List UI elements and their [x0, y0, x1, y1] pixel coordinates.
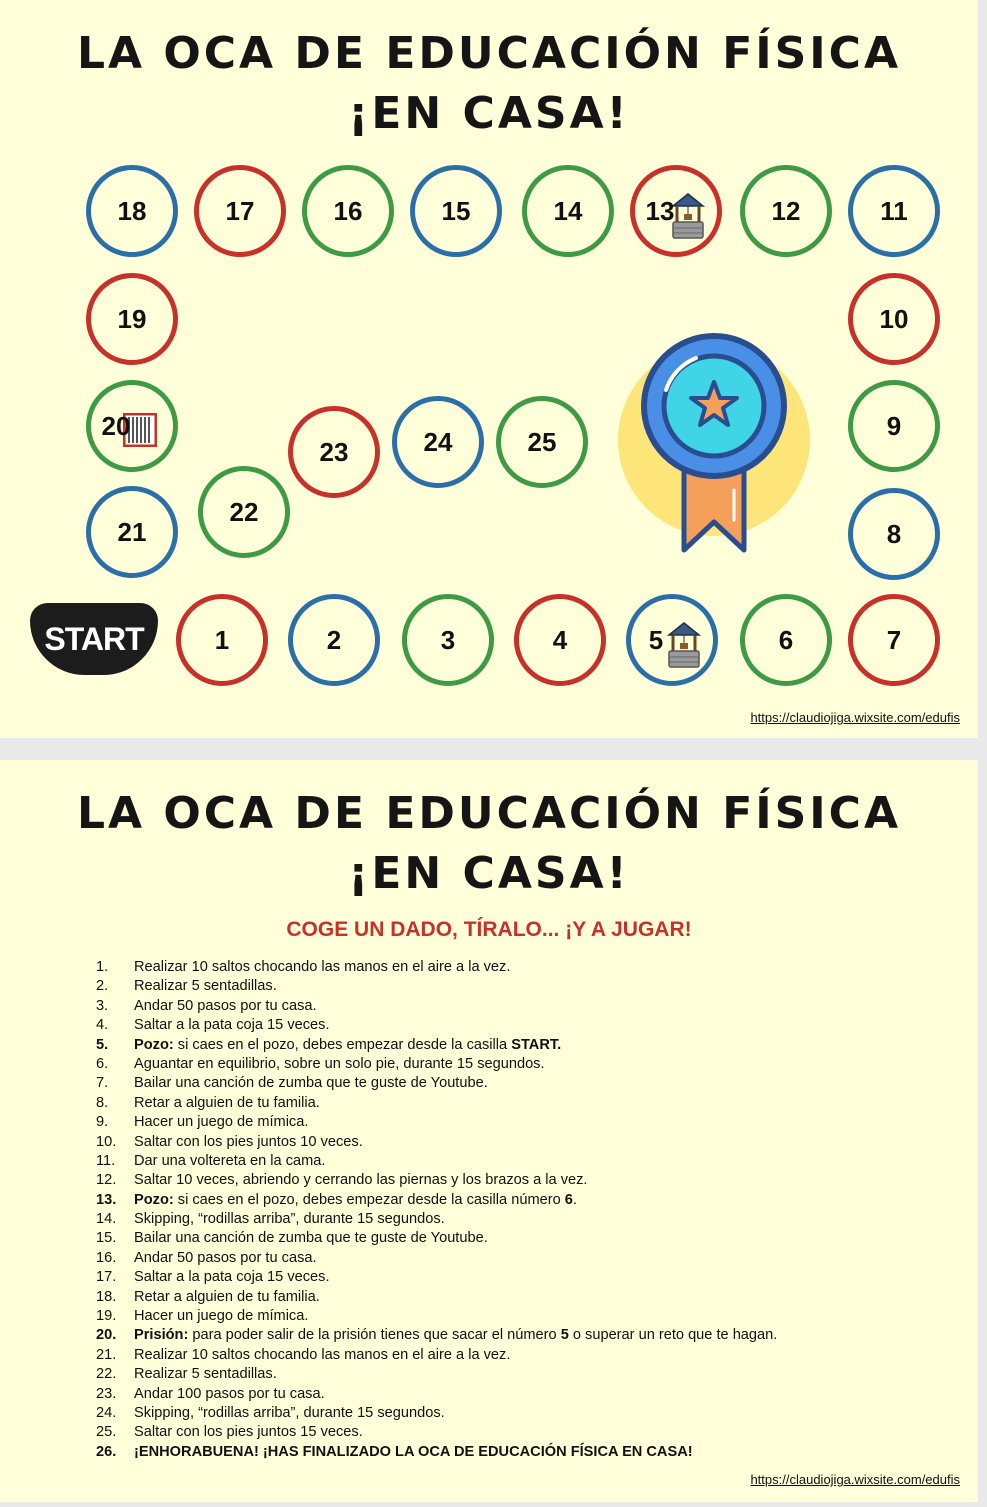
rule-number: 21.: [96, 1346, 117, 1363]
cell-number: 21: [117, 516, 147, 547]
medal-icon: [616, 330, 812, 558]
rule-number: 5.: [96, 1036, 109, 1053]
board-cell-14: [522, 165, 614, 257]
rule-number: 23.: [96, 1385, 117, 1402]
board-cell-21: [86, 486, 178, 578]
rule-item-9: [96, 1113, 777, 1132]
rule-text: Bailar una canción de zumba que te guste de Youtube.: [134, 1075, 488, 1092]
board-cell-17: [194, 165, 286, 257]
rule-number: 24.: [96, 1404, 117, 1421]
rule-item-3: [96, 997, 777, 1016]
cell-number: 2: [326, 624, 342, 655]
rule-text: Retar a alguien de tu familia.: [134, 1094, 320, 1111]
rule-number: 8.: [96, 1094, 109, 1111]
rule-number: 6.: [96, 1055, 109, 1072]
board-title-line1: LA OCA DE EDUCACIÓN FÍSICA: [76, 28, 902, 79]
rule-number: 7.: [96, 1075, 109, 1092]
website-link[interactable]: https://claudiojiga.wixsite.com/edufis: [750, 710, 960, 725]
board-cell-24: [392, 396, 484, 488]
cell-number: 12: [771, 195, 801, 226]
rule-text: Saltar 10 veces, abriendo y cerrando las piernas y los brazos a la vez.: [134, 1172, 588, 1189]
rule-keyword: ¡ENHORABUENA! ¡HAS FINALIZADO LA OCA DE EDUCACIÓN FÍSICA EN CASA!: [134, 1443, 693, 1460]
rule-text: Hacer un juego de mímica.: [134, 1308, 309, 1325]
rules-list: [96, 958, 777, 1462]
rule-text: Aguantar en equilibrio, sobre un solo pie, durante 15 segundos.: [134, 1055, 545, 1072]
rule-text: Hacer un juego de mímica.: [134, 1114, 309, 1131]
rule-item-15: [96, 1229, 777, 1248]
rule-number: 9.: [96, 1114, 109, 1131]
rule-text: Skipping, “rodillas arriba”, durante 15 segundos.: [134, 1404, 445, 1421]
rule-text: Realizar 5 sentadillas.: [134, 978, 277, 995]
rule-text: Realizar 5 sentadillas.: [134, 1366, 277, 1383]
rule-item-20: [96, 1326, 777, 1345]
rule-number: 20.: [96, 1327, 117, 1344]
rule-item-14: [96, 1210, 777, 1229]
game-board-slide: [0, 0, 978, 738]
rule-number: 22.: [96, 1366, 117, 1383]
website-link-2[interactable]: https://claudiojiga.wixsite.com/edufis: [750, 1472, 960, 1487]
board-cell-5: [626, 594, 718, 686]
rule-text: Andar 50 pasos por tu casa.: [134, 1249, 317, 1266]
rule-number: 11.: [96, 1152, 116, 1169]
rule-item-11: [96, 1152, 777, 1171]
board-cell-4: [514, 594, 606, 686]
board-cell-19: [86, 273, 178, 365]
board-cell-13: [630, 165, 722, 257]
cell-number: 4: [552, 624, 568, 655]
rule-number: 14.: [96, 1211, 117, 1228]
rule-keyword: Pozo:: [134, 1036, 174, 1053]
rule-item-23: [96, 1385, 777, 1404]
rule-item-24: [96, 1404, 777, 1423]
rule-keyword: Pozo:: [134, 1191, 174, 1208]
cell-number: 9: [886, 410, 902, 441]
board-cell-3: [402, 594, 494, 686]
cell-number: 15: [441, 195, 471, 226]
cell-number: 25: [527, 426, 557, 457]
rule-item-6: [96, 1055, 777, 1074]
rule-text-end: .: [572, 1191, 577, 1208]
cell-number: 8: [886, 518, 902, 549]
cell-number: 5: [648, 624, 664, 655]
board-cell-8: [848, 488, 940, 580]
board-cell-9: [848, 380, 940, 472]
rule-item-21: [96, 1346, 777, 1365]
rule-text: Dar una voltereta en la cama.: [134, 1152, 326, 1169]
rule-keyword: Prisión:: [134, 1327, 189, 1344]
rules-subtitle: COGE UN DADO, TÍRALO... ¡Y A JUGAR!: [286, 918, 692, 941]
rule-text: Saltar con los pies juntos 10 veces.: [134, 1133, 363, 1150]
rule-number: 3.: [96, 997, 109, 1014]
rule-number: 16.: [96, 1249, 117, 1266]
cell-number: 24: [423, 426, 453, 457]
rule-item-16: [96, 1249, 777, 1268]
rule-item-7: [96, 1074, 777, 1093]
start-button[interactable]: START: [30, 603, 158, 675]
rule-number: 4.: [96, 1017, 109, 1034]
cell-number: 10: [879, 303, 909, 334]
board-cell-18: [86, 165, 178, 257]
rule-item-1: [96, 958, 777, 977]
cell-number: 3: [440, 624, 456, 655]
rule-number: 1.: [96, 959, 109, 975]
rule-number: 13.: [96, 1191, 117, 1208]
rule-text: Andar 100 pasos por tu casa.: [134, 1385, 325, 1402]
rule-item-26: [96, 1443, 777, 1462]
board-cell-22: [198, 466, 290, 558]
rule-text: Retar a alguien de tu familia.: [134, 1288, 320, 1305]
rule-number: 17.: [96, 1269, 117, 1286]
rule-item-25: [96, 1423, 777, 1442]
well-icon: [669, 192, 707, 240]
rule-highlight: START.: [511, 1036, 562, 1053]
board-title-line2: ¡EN CASA!: [348, 88, 630, 139]
board-cell-20: [86, 380, 178, 472]
cell-number: 17: [225, 195, 255, 226]
rule-text: si caes en el pozo, debes empezar desde la casilla número: [173, 1191, 565, 1208]
rule-item-10: [96, 1133, 777, 1152]
cell-number: 13: [645, 195, 675, 226]
rules-title-line2: ¡EN CASA!: [348, 848, 630, 899]
board-cell-7: [848, 594, 940, 686]
rule-text: Bailar una canción de zumba que te guste de Youtube.: [134, 1230, 488, 1247]
cell-number: 20: [101, 410, 131, 441]
cell-number: 14: [553, 195, 583, 226]
rule-item-22: [96, 1365, 777, 1384]
rule-item-4: [96, 1016, 777, 1035]
rule-number: 25.: [96, 1424, 117, 1441]
rule-item-13: [96, 1191, 777, 1210]
rule-text: para poder salir de la prisión tienes que sacar el número: [188, 1327, 561, 1344]
cell-number: 23: [319, 436, 349, 467]
board-cell-15: [410, 165, 502, 257]
rule-number: 18.: [96, 1288, 117, 1305]
rule-number: 2.: [96, 978, 109, 995]
cell-number: 7: [886, 624, 902, 655]
board-cell-1: [176, 594, 268, 686]
rule-item-8: [96, 1094, 777, 1113]
board-cell-10: [848, 273, 940, 365]
rule-text: Realizar 10 saltos chocando las manos en el aire a la vez.: [134, 959, 511, 975]
rule-number: 10.: [96, 1133, 117, 1150]
board-cell-6: [740, 594, 832, 686]
board-cell-11: [848, 165, 940, 257]
rule-text: si caes en el pozo, debes empezar desde la casilla: [173, 1036, 512, 1053]
board-cell-23: [288, 406, 380, 498]
rule-text: Saltar con los pies juntos 15 veces.: [134, 1424, 363, 1441]
cell-number: 16: [333, 195, 363, 226]
board-cell-25: [496, 396, 588, 488]
rule-highlight: 5: [560, 1327, 569, 1344]
rule-item-12: [96, 1171, 777, 1190]
board-cell-16: [302, 165, 394, 257]
rule-number: 15.: [96, 1230, 117, 1247]
cell-number: 11: [880, 195, 908, 226]
rule-item-17: [96, 1268, 777, 1287]
well-icon: [665, 621, 703, 669]
rule-number: 12.: [96, 1172, 117, 1189]
cell-number: 1: [214, 624, 230, 655]
cell-number: 19: [117, 303, 147, 334]
rules-title-line1: LA OCA DE EDUCACIÓN FÍSICA: [76, 788, 902, 839]
board-cell-2: [288, 594, 380, 686]
rule-number: 26.: [96, 1443, 117, 1460]
rule-text: Saltar a la pata coja 15 veces.: [134, 1017, 330, 1034]
rule-highlight: 6: [564, 1191, 573, 1208]
cell-number: 18: [117, 195, 147, 226]
board-cell-12: [740, 165, 832, 257]
rule-number: 19.: [96, 1308, 117, 1325]
rule-item-2: [96, 977, 777, 996]
rule-text: Realizar 10 saltos chocando las manos en el aire a la vez.: [134, 1346, 511, 1363]
rule-text: Saltar a la pata coja 15 veces.: [134, 1269, 330, 1286]
cell-number: 22: [229, 496, 259, 527]
rule-item-18: [96, 1288, 777, 1307]
rule-text: Skipping, “rodillas arriba”, durante 15 segundos.: [134, 1211, 445, 1228]
rule-item-19: [96, 1307, 777, 1326]
rule-text-end: o superar un reto que te hagan.: [568, 1327, 778, 1344]
rule-item-5: [96, 1036, 777, 1055]
cell-number: 6: [778, 624, 794, 655]
rules-slide: [0, 760, 978, 1502]
rule-text: Andar 50 pasos por tu casa.: [134, 997, 317, 1014]
